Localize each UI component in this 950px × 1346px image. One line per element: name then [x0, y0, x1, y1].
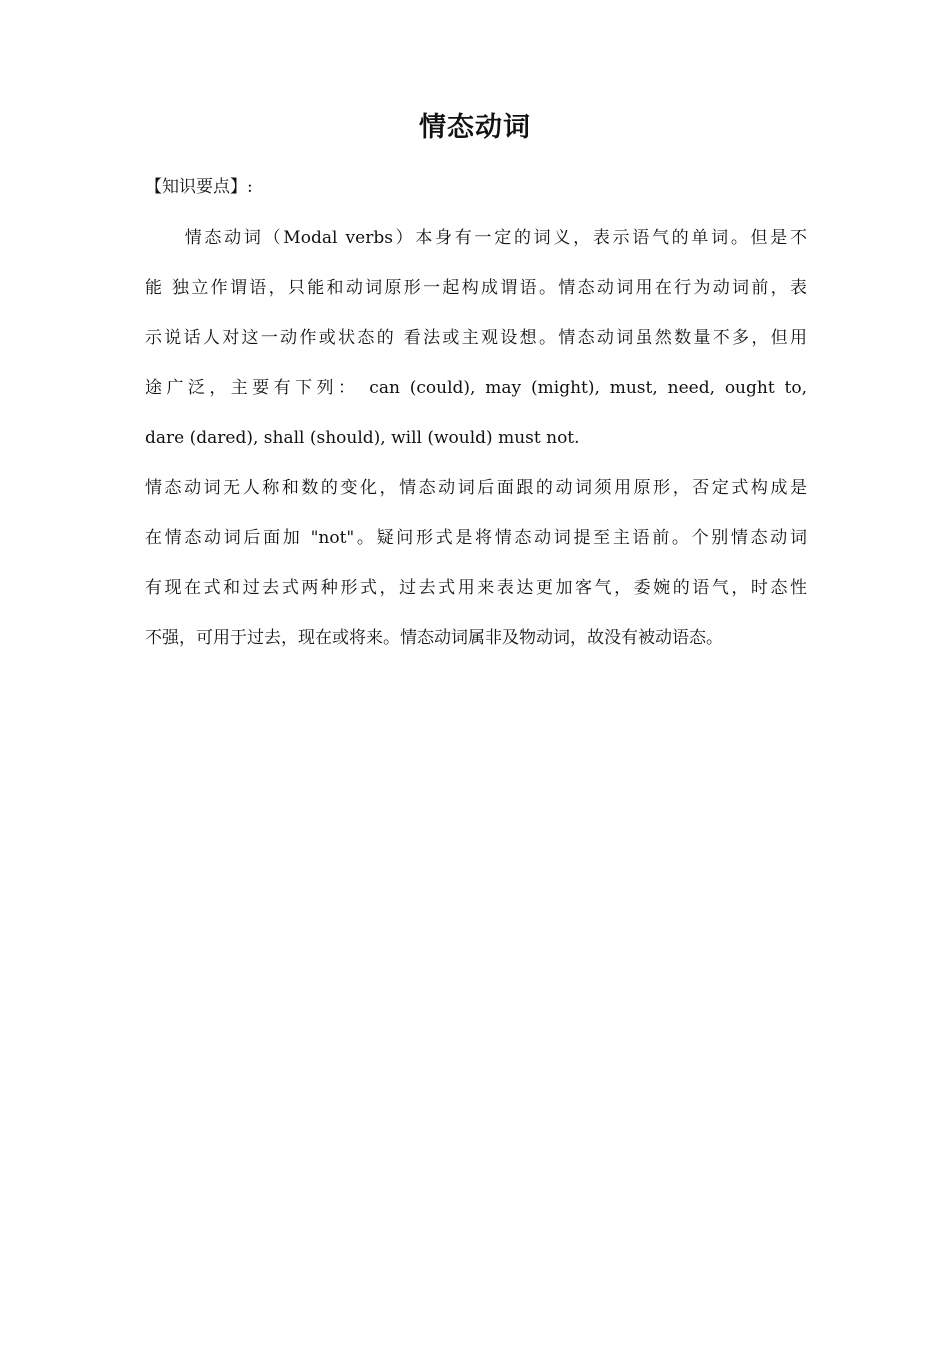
paragraph-line: 能 独立作谓语，只能和动词原形一起构成谓语。情态动词用在行为动词前，表: [145, 278, 807, 298]
paragraph-line: 途广泛，主要有下列： can (could), may (might), must, need, ought to,: [145, 378, 807, 398]
page-title: 情态动词: [419, 112, 531, 143]
paragraph-line: 情态动词无人称和数的变化，情态动词后面跟的动词须用原形，否定式构成是: [145, 478, 807, 498]
paragraph-line: 有现在式和过去式两种形式，过去式用来表达更加客气，委婉的语气，时态性: [145, 578, 807, 598]
paragraph-intro: [145, 213, 807, 463]
paragraph-line: 不强，可用于过去，现在或将来。情态动词属非及物动词，故没有被动语态。: [145, 628, 723, 648]
paragraph-line: 示说话人对这一动作或状态的 看法或主观设想。情态动词虽然数量不多，但用: [145, 328, 807, 348]
paragraph-rules: [145, 463, 807, 663]
paragraph-line: 在情态动词后面加 "not"。疑问形式是将情态动词提至主语前。个别情态动词: [145, 528, 807, 548]
paragraph-line: 情态动词（Modal verbs）本身有一定的词义，表示语气的单词。但是不: [182, 228, 807, 248]
section-label: 【知识要点】:: [145, 177, 253, 197]
paragraph-line: dare (dared), shall (should), will (would) must not.: [145, 428, 580, 448]
